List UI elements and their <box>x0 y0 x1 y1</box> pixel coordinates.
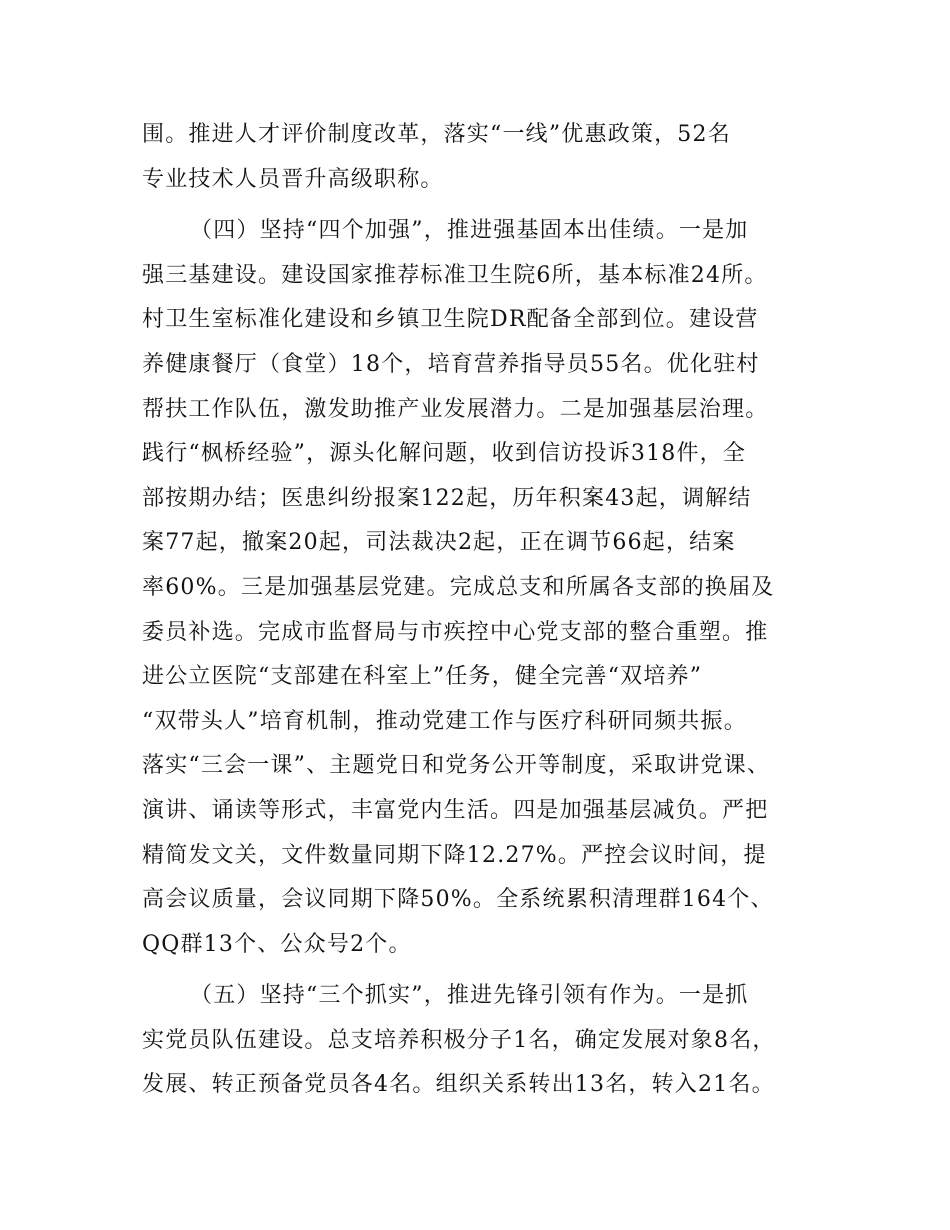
paragraph-four-strengthen <box>142 209 817 967</box>
text-line: 委员补选。完成市监督局与市疾控中心党支部的整合重塑。推 <box>142 619 769 645</box>
text-line: 率60%。三是加强基层党建。完成总支和所属各支部的换届及 <box>142 574 775 600</box>
paragraph-three-solidify <box>142 974 817 1108</box>
text-line: 强三基建设。建设国家推荐标准卫生院6所，基本标准24所。 <box>142 262 768 288</box>
text-line: 发展、转正预备党员各4名。组织关系转出13名，转入21名。 <box>142 1072 775 1098</box>
text-line: 进公立医院“支部建在科室上”任务，健全完善“双培养” <box>142 664 703 690</box>
text-line: 案77起，撤案20起，司法裁决2起，正在调节66起，结案 <box>142 530 736 556</box>
text-line: 落实“三会一课”、主题党日和党务公开等制度，采取讲党课、 <box>142 753 771 779</box>
document-body <box>142 113 817 1115</box>
text-line: 养健康餐厅（食堂）18个，培育营养指导员55名。优化驻村 <box>142 351 760 377</box>
text-line: 围。推进人才评价制度改革，落实“一线”优惠政策，52名 <box>142 122 731 147</box>
paragraph-talent <box>142 113 817 202</box>
text-line: （四）坚持“四个加强”，推进强基固本出佳绩。一是加 <box>190 218 749 244</box>
text-line: 专业技术人员晋升高级职称。 <box>142 166 444 192</box>
text-line: （五）坚持“三个抓实”，推进先锋引领有作为。一是抓 <box>190 983 749 1009</box>
text-line: 村卫生室标准化建设和乡镇卫生院DR配备全部到位。建设营 <box>142 307 759 333</box>
text-line: 帮扶工作队伍，激发助推产业发展潜力。二是加强基层治理。 <box>142 396 769 422</box>
text-line: 践行“枫桥经验”，源头化解问题，收到信访投诉318件，全 <box>142 441 747 467</box>
text-line: “双带头人”培育机制，推动党建工作与医疗科研同频共振。 <box>142 708 747 734</box>
text-line: 实党员队伍建设。总支培养积极分子1名，确定发展对象8名， <box>142 1027 776 1053</box>
text-line: QQ群13个、公众号2个。 <box>142 931 412 957</box>
text-line: 演讲、诵读等形式，丰富党内生活。四是加强基层减负。严把 <box>142 797 769 823</box>
text-line: 高会议质量，会议同期下降50%。全系统累积清理群164个、 <box>142 887 774 913</box>
text-line: 部按期办结；医患纠纷报案122起，历年积案43起，调解结 <box>142 485 752 511</box>
text-line: 精简发文关，文件数量同期下降12.27%。严控会议时间，提 <box>142 842 767 868</box>
